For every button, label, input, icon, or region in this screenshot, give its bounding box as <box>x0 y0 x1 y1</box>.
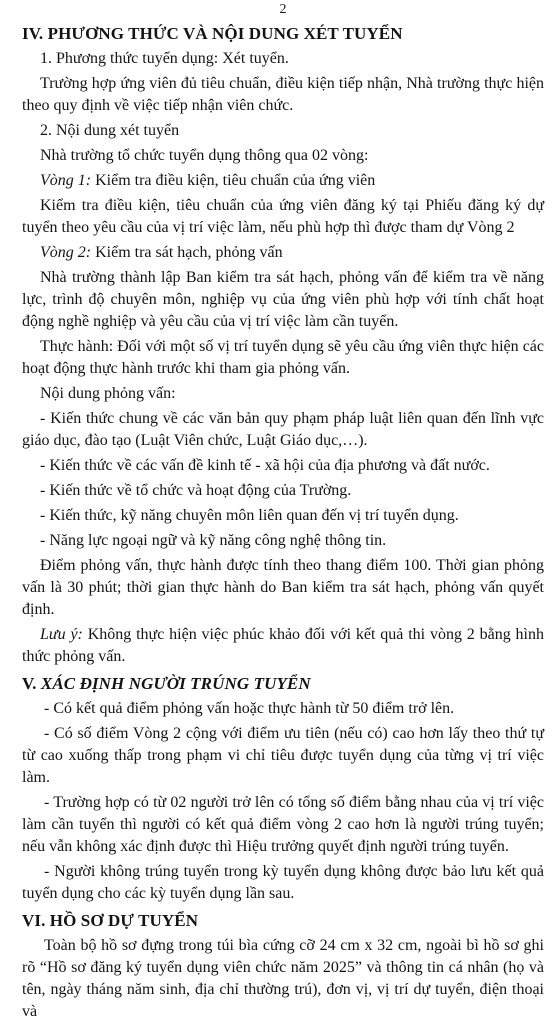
heading-iv-number: IV. <box>22 24 44 43</box>
paragraph: - Người không trúng tuyển trong kỳ tuyển dụng không được bảo lưu kết quả tuyển dụng cho các kỳ tuyển dụng lần sau. <box>22 863 544 902</box>
paragraph: Trường hợp ứng viên đủ tiêu chuẩn, điều kiện tiếp nhận, Nhà trường thực hiện theo quy định về việc tiếp nhận viên chức. <box>22 75 544 114</box>
paragraph: Điểm phỏng vấn, thực hành được tính theo thang điểm 100. Thời gian phỏng vấn là 30 phút; thời gian thực hành do Ban kiểm tra sát hạch, phỏng vấn quyết định. <box>22 557 544 618</box>
paragraph: 2. Nội dung xét tuyển <box>40 122 180 139</box>
round-2-line <box>22 242 544 264</box>
paragraph: - Có kết quả điểm phỏng vấn hoặc thực hành từ 50 điểm trở lên. <box>44 700 455 717</box>
section-heading-iv <box>22 23 544 44</box>
note-label: Lưu ý: <box>40 626 83 643</box>
heading-v-text: XÁC ĐỊNH NGƯỜI TRÚNG TUYỂN <box>40 674 311 693</box>
bullet-item: - Kiến thức chung về các văn bản quy phạm pháp luật liên quan đến lĩnh vực giáo dục, đào tạo (Luật Viên chức, Luật Giáo dục,…). <box>22 410 544 449</box>
paragraph: - Có số điểm Vòng 2 cộng với điểm ưu tiên (nếu có) cao hơn lấy theo thứ tự từ cao xuống thấp trong phạm vi chỉ tiêu được tuyển dụng của từng vị trí việc làm. <box>22 725 544 786</box>
bullet-item: - Kiến thức về các vấn đề kinh tế - xã hội của địa phương và đất nước. <box>40 457 490 474</box>
round-1-line <box>22 170 544 192</box>
paragraph: Nội dung phỏng vấn: <box>40 385 176 402</box>
paragraph: - Trường hợp có từ 02 người trở lên có tổng số điểm bằng nhau của vị trí việc làm cần tuyển thì người có kết quả điểm vòng 2 cao hơn là người trúng tuyển; nếu vẫn không xác định được thì Hiệu trưởng quyết định người trúng tuyển. <box>22 794 544 855</box>
paragraph: Kiểm tra điều kiện, tiêu chuẩn của ứng viên đăng ký tại Phiếu đăng ký dự tuyển theo yêu cầu của vị trí việc làm, nếu phù hợp thì được tham dự Vòng 2 <box>22 197 544 236</box>
note-text: Không thực hiện việc phúc khảo đối với kết quả thi vòng 2 bằng hình thức phỏng vấn. <box>22 626 544 665</box>
round-1-text: Kiểm tra điều kiện, tiêu chuẩn của ứng viên <box>91 172 376 189</box>
paragraph: Nhà trường thành lập Ban kiểm tra sát hạch, phỏng vấn để kiểm tra về năng lực, trình độ chuyên môn, nghiệp vụ của ứng viên phù hợp với tính chất hoạt động nghề nghiệp và yêu cầu của vị trí việc làm cần tuyển. <box>22 269 544 330</box>
heading-v-number: V. <box>22 674 37 693</box>
note-line <box>22 624 544 668</box>
bullet-item: - Kiến thức, kỹ năng chuyên môn liên quan đến vị trí tuyển dụng. <box>40 507 459 524</box>
round-2-label: Vòng 2: <box>40 244 92 261</box>
section-heading-v <box>22 673 544 694</box>
paragraph: Toàn bộ hồ sơ đựng trong túi bìa cứng cỡ 24 cm x 32 cm, ngoài bì hồ sơ ghi rõ “Hồ sơ đăng ký tuyển dụng viên chức năm 2025” và thông tin cá nhân (họ và tên, ngày tháng năm sinh, địa chỉ thường trú), đơn vị, vị trí dự tuyển, điện thoại và <box>22 937 544 1020</box>
page-number: 2 <box>279 2 287 17</box>
paragraph: Nhà trường tổ chức tuyển dụng thông qua 02 vòng: <box>40 147 369 164</box>
section-heading-vi: VI. HỒ SƠ DỰ TUYỂN <box>22 911 199 930</box>
round-1-label: Vòng 1: <box>40 172 92 189</box>
round-2-text: Kiểm tra sát hạch, phỏng vấn <box>91 244 283 261</box>
paragraph: Thực hành: Đối với một số vị trí tuyển dụng sẽ yêu cầu ứng viên thực hiện các hoạt động thực hành trước khi tham gia phỏng vấn. <box>22 338 544 377</box>
paragraph: 1. Phương thức tuyển dụng: Xét tuyển. <box>40 50 289 67</box>
bullet-item: - Kiến thức về tổ chức và hoạt động của Trường. <box>40 482 352 499</box>
heading-iv-text: PHƯƠNG THỨC VÀ NỘI DUNG XÉT TUYỂN <box>47 24 403 43</box>
bullet-item: - Năng lực ngoại ngữ và kỹ năng công nghệ thông tin. <box>40 532 387 549</box>
